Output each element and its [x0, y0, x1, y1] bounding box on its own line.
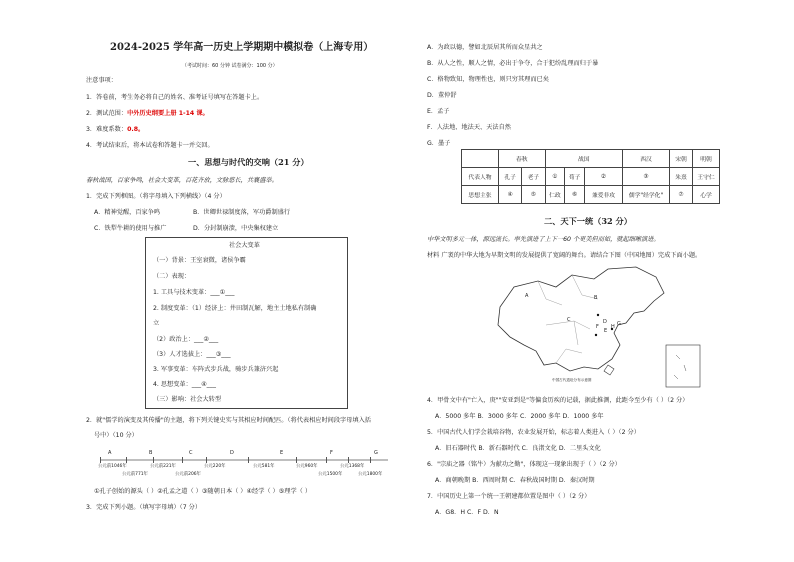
section-2-material: 材料 广袤的中华大地为早期文明的发展提供了宽阔的舞台。请结合下图（中国地图）完成下面小题。	[427, 252, 702, 259]
question-7-options: A．G8．H C．F D．N	[435, 509, 499, 516]
timeline-letter: E	[280, 450, 284, 456]
table-cell: ⑤	[522, 186, 545, 204]
table-cell: 孔子	[499, 168, 522, 186]
q3-option-e: E．孟子	[427, 108, 450, 115]
timeline-tick	[182, 457, 183, 463]
map-title: 中国古代遗址分布示意图	[552, 378, 592, 382]
timeline-tick	[248, 457, 249, 463]
question-2-cont: 号中）（10 分）	[94, 432, 138, 439]
table-cell: 春秋	[499, 150, 546, 168]
hainan-island	[604, 365, 614, 375]
framework-title: 社会大变革	[229, 242, 260, 249]
table-cell: ⑦	[670, 186, 693, 204]
table-cell: ②	[585, 168, 623, 186]
timeline-label: 公元前221年	[150, 464, 176, 469]
table-cell: 宋朝	[670, 150, 693, 168]
table-cell: 代表人物	[462, 168, 499, 186]
framework-line-impact: （三）影响：社会大转型	[153, 396, 222, 403]
timeline-label: 公元1500年	[318, 472, 343, 477]
notice-heading: 注意事项：	[86, 77, 117, 84]
framework-line-institution: 2. 制度变革：（1）经济上：井田制瓦解，地主土地私有制确	[153, 305, 317, 312]
table-cell: 王守仁	[693, 168, 720, 186]
section-2-intro: 中华文明多元一体，源远流长。率先演进了上下一60 个更美但而如，就起细晰演进。	[427, 236, 660, 243]
framework-line-institution-cont: 立	[153, 320, 160, 327]
timeline-label: 公元前1046年	[98, 464, 127, 469]
notice-item-4: 4．考试结束后，将本试卷和答题卡一并交回。	[86, 142, 214, 149]
notice-item-3-difficulty: 0.8。	[127, 126, 145, 133]
q1-option-b: B．世卿世禄制度落，军功爵制盛行	[193, 209, 291, 216]
q1-option-a: A．精神觉醒，百家争鸣	[94, 209, 161, 216]
table-row	[462, 186, 720, 204]
map-label-h: H	[611, 324, 615, 330]
timeline-letter: D	[230, 450, 234, 456]
timeline-label: 公元1368年	[340, 464, 365, 469]
question-5-options: A．旧石器时代 B．新石器时代 C．良渚文化 D．二里头文化	[435, 445, 601, 452]
map-label-e: E	[604, 328, 608, 334]
table-cell: 心学	[693, 186, 720, 204]
table-row	[462, 168, 720, 186]
framework-line-politics: （2）政治上：___②___	[153, 336, 219, 343]
framework-line-tools: 1. 工具与技术变革：___①___	[153, 289, 235, 296]
question-4: 4．甲骨文中有"亡入，庚""安亚到是"等偏食历疾的记载，据此推测，此距今至少有（ ）（2 分）	[427, 397, 689, 404]
table-cell: 思想主张	[462, 186, 499, 204]
question-6-options: A．商朝晚期 B．西周时期 C．春秋战国时期 D．秦汉时期	[435, 477, 595, 484]
timeline-letter: F	[330, 450, 333, 456]
table-row	[462, 150, 720, 168]
thinkers-table	[461, 149, 720, 204]
table-cell: 老子	[522, 168, 545, 186]
table-cell: 荀子	[565, 168, 585, 186]
china-outline	[498, 267, 664, 371]
question-6: 6．"宗庙之器（铭牛）为献功之勤"，体现这一现象出现于（ ）（2 分）	[427, 461, 621, 468]
table-cell	[462, 150, 499, 168]
question-7: 7．中国历史上第一个统一王朝建都位置是图中（ ）（2 分）	[427, 493, 591, 500]
timeline-letter: C	[189, 450, 193, 456]
q3-option-b: B．从人之性，顺人之情，必出于争夺，合于犯纷乱理而归于暴	[427, 60, 599, 67]
framework-line-thought: 4. 思想变革：___④___	[153, 381, 216, 388]
map-label-b: B	[594, 295, 598, 301]
framework-line-military: 3. 军事变革：车阵式步兵战，骑步兵兼济兴起	[153, 366, 279, 373]
table-cell: 仁政	[545, 186, 565, 204]
q3-option-g: G．墨子	[427, 140, 451, 147]
map-label-a: A	[525, 293, 529, 299]
timeline-letter: B	[149, 450, 153, 456]
framework-line-talent: （3）人才选拔上：___③___	[153, 351, 231, 358]
timeline-tick	[326, 457, 327, 463]
section-2-title: 二、天下一统（32 分）	[544, 216, 632, 226]
timeline-label: 公元960年	[296, 464, 318, 469]
map-label-g: G	[617, 321, 621, 327]
table-cell: 西汉	[623, 150, 670, 168]
table-cell: 明朝	[693, 150, 720, 168]
q3-option-a: A．为政以德，譬如北辰居其所而众星共之	[427, 44, 543, 51]
timeline-letter: A	[108, 450, 112, 456]
q1-option-c: C．铁犁牛耕的使用与推广	[94, 225, 167, 232]
timeline-letter: G	[374, 450, 378, 456]
notice-item-2-prefix: 2．测试范围：	[86, 110, 128, 117]
notice-item-2-scope: 中外历史纲要上册 1-14 课。	[127, 110, 209, 117]
exam-title: 2024-2025 学年高一历史上学期期中模拟卷（上海专用）	[110, 42, 374, 53]
timeline-label: 公元220年	[204, 464, 226, 469]
table-cell: ①	[545, 168, 565, 186]
exam-subtitle: （考试时间：60 分钟 试卷满分：100 分）	[182, 63, 278, 69]
question-3: 3．完成下列小题。（填写字母填）（7 分）	[86, 504, 202, 511]
q3-option-c: C．格物致知，物理性也，则只穷其理而已矣	[427, 76, 549, 83]
q1-option-d: D．分封制崩溃，中央集权建立	[193, 225, 279, 232]
map-label-c: C	[567, 317, 571, 323]
question-2-events: ①孔子创始的源头（ ）②孔孟之道（ ）③随朝日本（ ）④经学（ ）⑤理学（ ）	[94, 488, 312, 495]
question-4-options: A．5000 多年 B．3000 多年 C．2000 多年 D．1000 多年	[435, 413, 604, 420]
timeline-tick	[370, 457, 371, 463]
notice-item-3-prefix: 3．难度系数：	[86, 126, 128, 133]
question-1: 1．完成下列框图。（将字母填入下列横线）（4 分）	[86, 193, 226, 200]
section-1-motto: 春秋战国，百家争鸣，社会大变革，百花齐放，文脉悠长，共襄盛举。	[86, 177, 278, 184]
q3-option-f: F．人法地、地法天、天法自然	[427, 124, 511, 131]
map-label-f: F	[596, 324, 599, 330]
question-2: 2．就"儒学的演变及其传播"的主题，将下列关键史实与其相应时间配匹。（将代表相应时间段字母填入括	[86, 417, 371, 424]
timeline-label: 公元前206年	[175, 472, 201, 477]
table-cell: 儒学"经学化"	[623, 186, 670, 204]
inset-islands	[674, 355, 686, 379]
table-cell: 朱熹	[670, 168, 693, 186]
table-cell: ⑥	[565, 186, 585, 204]
table-cell: 兼爱非攻	[585, 186, 623, 204]
south-sea-inset	[666, 345, 700, 387]
notice-item-1: 1．答卷前，考生务必将自己的姓名、准考证号填写在答题卡上。	[86, 94, 264, 101]
timeline-label: 公元1800年	[358, 472, 383, 477]
map-label-d: D	[603, 319, 607, 325]
site-marker	[595, 334, 597, 336]
table-cell: 战国	[545, 150, 623, 168]
framework-line-background: （一）背景：王室衰微，诸侯争霸	[153, 257, 246, 264]
table-cell: ③	[623, 168, 670, 186]
table-cell: ④	[499, 186, 522, 204]
q3-option-d: D．董仲舒	[427, 92, 457, 99]
site-marker	[597, 314, 599, 316]
section-1-title: 一、思想与时代的交响（21 分）	[188, 157, 309, 167]
timeline-label: 公元581年	[253, 464, 275, 469]
framework-line-performance: （二）表现：	[153, 273, 191, 280]
question-5: 5．中国古代人们学会栽培谷物，农业发展开始，标志着人类进入（ ）（2 分）	[427, 429, 640, 436]
notice-item-2	[86, 110, 209, 118]
china-map	[486, 265, 704, 390]
notice-item-3	[86, 126, 144, 134]
timeline-label: 公元前771年	[122, 472, 148, 477]
